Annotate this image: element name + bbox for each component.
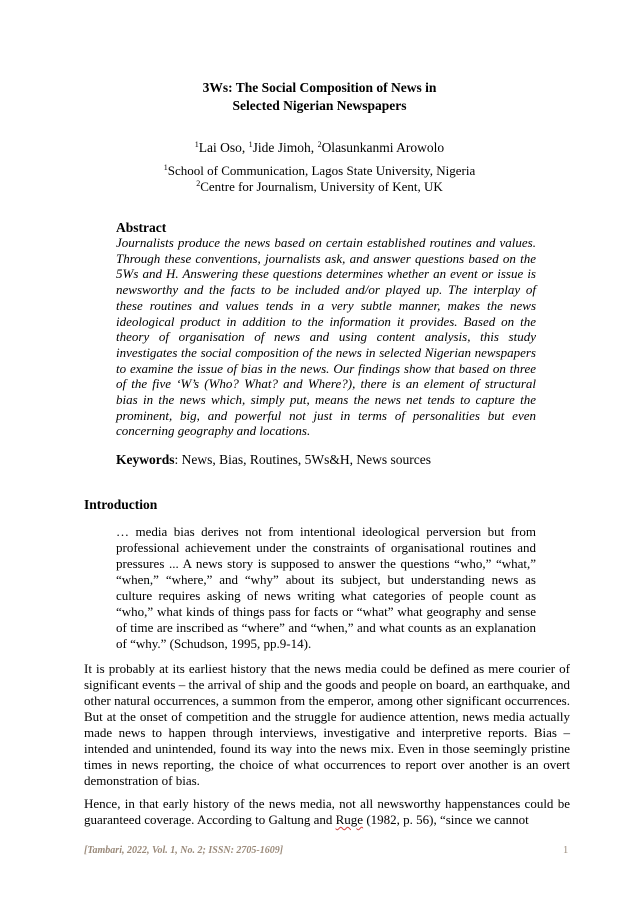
abstract-body: Journalists produce the news based on certain established routines and values. Through these conventions, journalists ask, and answer questions based on the 5Ws and H. Answering these questions determines whether an event or issue is newsworthy and the facts to be included and/or played up. The interplay of these routines and values tends in a very subtle manner, makes the news ideological product in addition to the information it provides. Based on the theory of organisation of news and using content analysis, this study investigates the social composition of the news in selected Nigerian newspapers to examine the issue of bias in the news. Our findings show that based on three of the five ‘W’s (Who? What? and Where?), there is an element of structural bias in the news which, simply put, means the news net tends to capture the prominent, big, and powerful not just in terms of personalities but even concerning geography and locations. <box>116 235 536 439</box>
introduction-heading: Introduction <box>84 497 158 512</box>
affiliation-1 <box>0 163 639 179</box>
affiliation-1-marker: 1 <box>163 163 168 172</box>
paper-title-line-2: Selected Nigerian Newspapers <box>232 98 407 113</box>
author-1-affiliation-marker: 1 <box>194 140 199 149</box>
paper-title-line-1: 3Ws: The Social Composition of News in <box>202 80 437 95</box>
body-paragraph-2 <box>84 796 570 828</box>
body-paragraph-1: It is probably at its earliest history that the news media could be defined as mere courier of significant events – the arrival of ship and the goods and people on board, an earthquake, and other natural occurrences, a summon from the emperor, among other significant occurrences. But at the onset of competition and the struggle for audience attention, news media actually made news to happen through interviews, investigative and interpretive reports. Bias – intended and unintended, found its way into the news mix. Even in those seemingly pristine times in news reporting, the choice of what occurrences to report over another is an overt demonstration of bias. <box>84 661 570 788</box>
author-list <box>0 139 639 156</box>
body-paragraph-2-end: (1982, p. 56), “since we cannot <box>363 812 529 827</box>
paper-title <box>0 79 639 115</box>
affiliation-2-text: Centre for Journalism, University of Kent, UK <box>200 179 443 194</box>
abstract-section <box>116 220 536 439</box>
author-2-name: Jide Jimoh, <box>252 140 318 155</box>
abstract-heading: Abstract <box>116 220 167 235</box>
affiliation-2 <box>0 179 639 195</box>
affiliation-2-marker: 2 <box>196 179 201 188</box>
author-3-affiliation-marker: 2 <box>317 140 322 149</box>
page-number: 1 <box>563 845 569 856</box>
keywords-line <box>116 452 536 468</box>
journal-citation-footer: [Tambari, 2022, Vol. 1, No. 2; ISSN: 2705-1609] <box>84 845 284 856</box>
author-2-affiliation-marker: 1 <box>248 140 253 149</box>
keywords-text: : News, Bias, Routines, 5Ws&H, News sources <box>174 452 431 467</box>
spellcheck-flagged-word: Ruge <box>335 812 364 827</box>
affiliation-1-text: School of Communication, Lagos State University, Nigeria <box>167 163 476 178</box>
author-3-name: Olasunkanmi Arowolo <box>321 140 445 155</box>
author-1-name: Lai Oso, <box>198 140 249 155</box>
body-paragraph-2-start: Hence, in that early history of the news media, not all newsworthy happenstances could be guaranteed coverage. According to Galtung and <box>84 796 570 827</box>
affiliation-list <box>0 163 639 195</box>
epigraph-quote: … media bias derives not from intentional ideological perversion but from professional achievement under the constraints of organisational routines and pressures ... A news story is supposed to answer the questions “who,” “what,” “when,” “where,” and “why” about its subject, but understanding news as culture requires asking of news writing what categories of people count as “who,” what kinds of things pass for facts or “what” what geography and sense of time are inscribed as “where” and “when,” and what counts as an explanation of “why.” (Schudson, 1995, pp.9-14). <box>116 524 536 651</box>
keywords-label: Keywords <box>116 452 175 467</box>
